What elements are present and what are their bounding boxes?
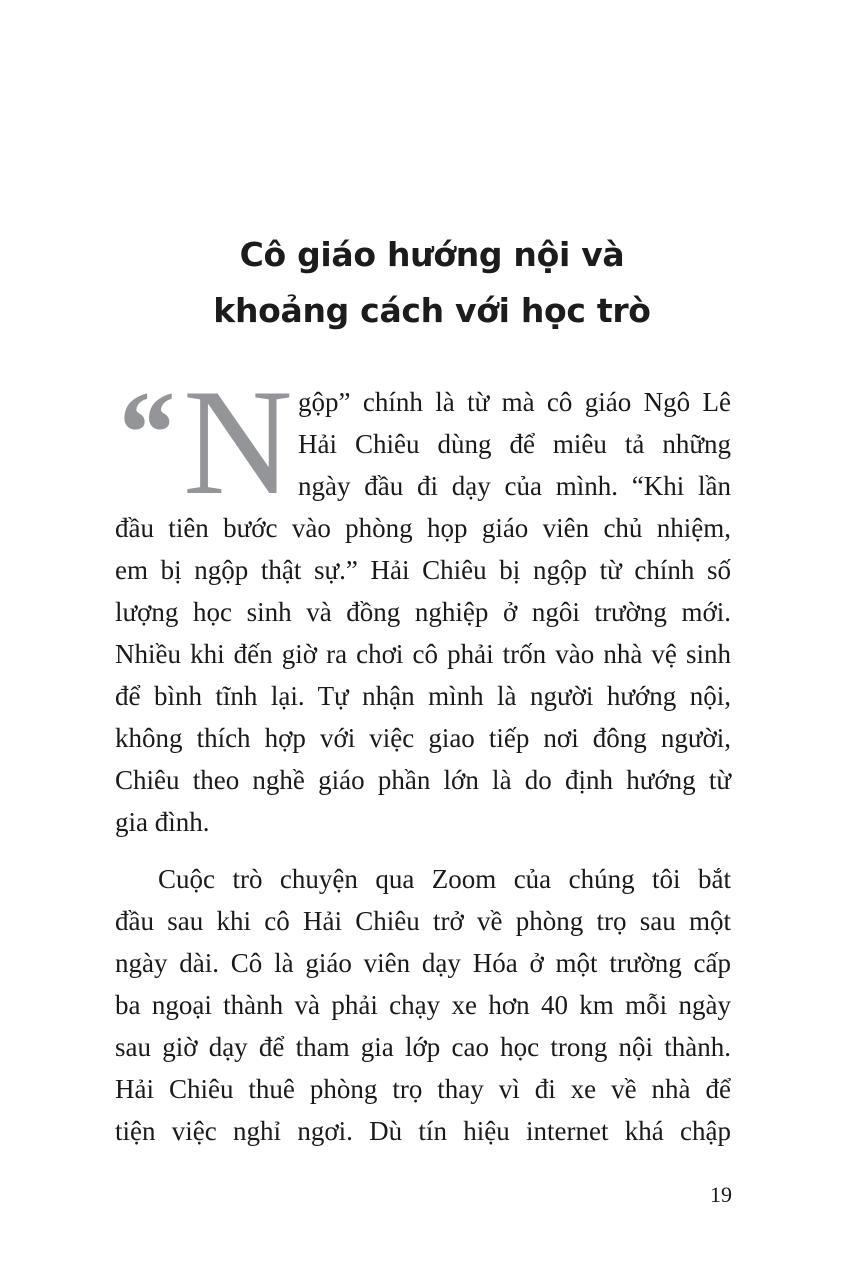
text-line: ngày dài. Cô là giáo viên dạy Hóa ở một trường cấp: [115, 948, 731, 978]
text-line: để bình tĩnh lại. Tự nhận mình là người hướng nội,: [115, 681, 731, 711]
text-line: đầu tiên bước vào phòng họp giáo viên chủ nhiệm,: [115, 513, 731, 543]
drop-cap-quote-mark: “: [113, 366, 165, 499]
text-line: tiện việc nghỉ ngơi. Dù tín hiệu internet khá chập: [115, 1116, 731, 1146]
text-line: không thích hợp với việc giao tiếp nơi đông người,: [115, 723, 731, 753]
chapter-title: [0, 227, 864, 339]
chapter-title-line-2: khoảng cách với học trò: [213, 291, 651, 331]
text-line: Hải Chiêu dùng để miêu tả những: [298, 429, 731, 459]
text-line: em bị ngộp thật sự.” Hải Chiêu bị ngộp từ chính số: [115, 555, 731, 585]
text-line: ba ngoại thành và phải chạy xe hơn 40 km mỗi ngày: [115, 990, 731, 1020]
drop-cap-letter: N: [183, 358, 293, 526]
text-line: Cuộc trò chuyện qua Zoom của chúng tôi bắt: [158, 864, 731, 894]
page-number: 19: [710, 1182, 732, 1207]
text-line: lượng học sinh và đồng nghiệp ở ngôi trường mới.: [115, 597, 731, 627]
text-line: gộp” chính là từ mà cô giáo Ngô Lê: [298, 387, 731, 417]
text-line: đầu sau khi cô Hải Chiêu trở về phòng trọ sau một: [115, 906, 731, 936]
text-line: ngày đầu đi dạy của mình. “Khi lần: [298, 471, 731, 501]
chapter-title-line-1: Cô giáo hướng nội và: [239, 235, 625, 275]
text-line: sau giờ dạy để tham gia lớp cao học trong nội thành.: [115, 1032, 731, 1062]
text-line: Hải Chiêu thuê phòng trọ thay vì đi xe về nhà để: [115, 1074, 731, 1104]
text-line: Nhiều khi đến giờ ra chơi cô phải trốn vào nhà vệ sinh: [115, 639, 731, 669]
text-line: Chiêu theo nghề giáo phần lớn là do định hướng từ: [115, 765, 731, 795]
text-line: gia đình.: [115, 807, 210, 837]
